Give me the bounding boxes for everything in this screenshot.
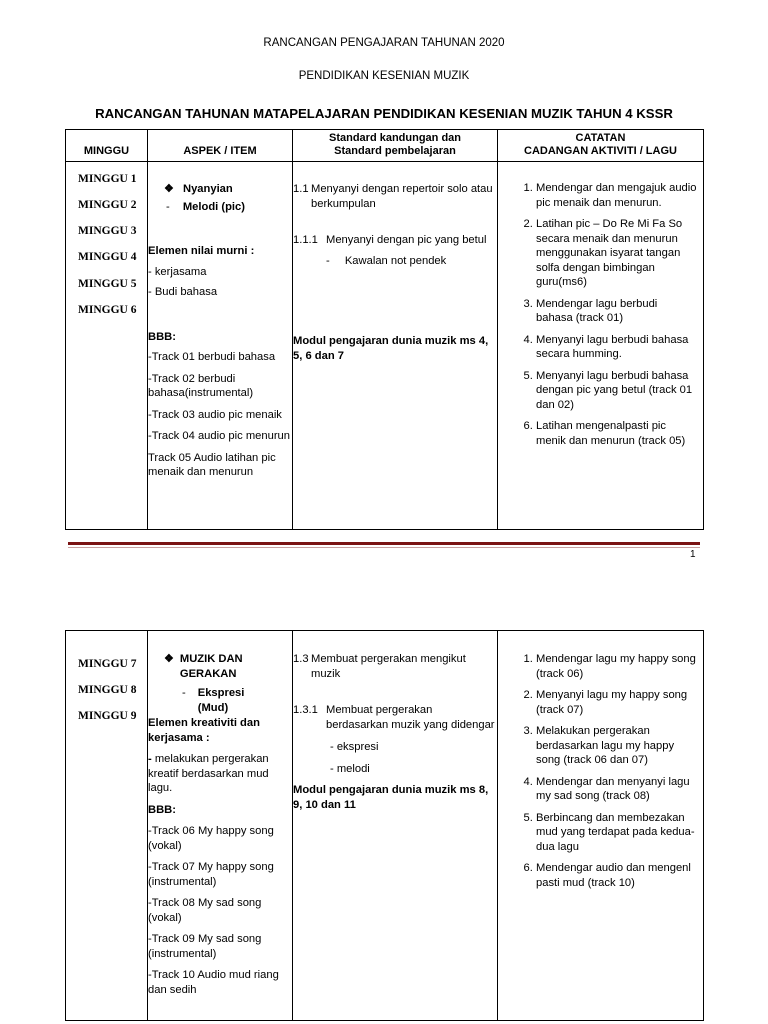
week-label: MINGGU 1 xyxy=(78,173,137,185)
table-row xyxy=(66,631,704,1021)
standard-item xyxy=(293,703,497,732)
standard-number: 1.1 xyxy=(293,183,309,195)
values-heading: Elemen kreativiti dan kerjasama : xyxy=(148,717,260,744)
diamond-bullet-icon: ❖ xyxy=(164,653,174,665)
aspect-subtitle-text: Melodi (pic) xyxy=(182,200,245,213)
standard-text: Menyanyi dengan pic yang betul xyxy=(326,234,487,246)
aspect-title xyxy=(148,162,292,197)
list-item: 4. Mendengar dan menyanyi lagu my sad song (track 08) xyxy=(536,775,697,804)
standard-number: 1.3.1 xyxy=(293,704,318,716)
bbb-item: -Track 01 berbudi bahasa xyxy=(148,351,276,363)
standard-number: 1.3 xyxy=(293,653,309,665)
list-item: 1. Mendengar lagu my happy song (track 06) xyxy=(536,652,697,681)
week-label: MINGGU 2 xyxy=(78,199,137,211)
subject-title: PENDIDIKAN KESENIAN MUZIK xyxy=(298,70,470,82)
bbb-item: -Track 03 audio pic menaik xyxy=(148,408,282,421)
module-reference: Modul pengajaran dunia muzik ms 4, 5, 6 dan 7 xyxy=(293,335,489,362)
bbb-heading: BBB: xyxy=(148,330,176,343)
value-item: - kerjasama xyxy=(148,265,207,278)
week-label: MINGGU 7 xyxy=(78,658,137,670)
col-header-catatan-line2: CADANGAN AKTIVITI / LAGU xyxy=(524,145,677,157)
table-row xyxy=(66,162,704,530)
value-text: melakukan pergerakan kreatif berdasarkan mud lagu. xyxy=(148,753,269,794)
bbb-item: -Track 08 My sad song (vokal) xyxy=(148,897,262,924)
bbb-item: -Track 07 My happy song (instrumental) xyxy=(148,861,274,888)
module-reference: Modul pengajaran dunia muzik ms 8, 9, 10 dan 11 xyxy=(293,784,489,811)
list-item: 1. Mendengar dan mengajuk audio pic menaik dan menurun. xyxy=(536,181,697,210)
bbb-item: -Track 02 berbudi bahasa(instrumental) xyxy=(148,372,254,399)
standard-text: Membuat pergerakan berdasarkan muzik yang didengar xyxy=(326,704,495,731)
value-item xyxy=(148,752,292,796)
list-item: 5. Berbincang dan membezakan mud yang terdapat pada kedua-dua lagu xyxy=(536,811,697,855)
bbb-item: -Track 06 My happy song (vokal) xyxy=(148,825,274,852)
standard-text: Membuat pergerakan mengikut muzik xyxy=(311,653,466,680)
bbb-item: -Track 10 Audio mud riang dan sedih xyxy=(148,969,279,996)
standard-cell xyxy=(293,162,498,530)
standard-subitem xyxy=(326,254,497,269)
table-header-row xyxy=(66,130,704,162)
aspect-title-text: GERAKAN xyxy=(179,667,237,680)
activity-list xyxy=(498,652,703,890)
week-label: MINGGU 8 xyxy=(78,684,137,696)
standard-subitem: - melodi xyxy=(330,762,370,775)
col-header-catatan xyxy=(498,130,704,162)
aspect-subtitle-text: (Mud) xyxy=(197,701,229,714)
list-item: 2. Menyanyi lagu my happy song (track 07) xyxy=(536,688,697,717)
col-header-aspek: ASPEK / ITEM xyxy=(148,130,293,162)
weeks-cell xyxy=(66,631,148,1021)
dash: - xyxy=(326,254,330,267)
col-header-minggu: MINGGU xyxy=(66,130,148,162)
standard-number: 1.1.1 xyxy=(293,234,318,246)
activities-cell xyxy=(498,162,704,530)
list-item: 6. Mendengar audio dan mengenl pasti mud (track 10) xyxy=(536,861,697,890)
standard-item xyxy=(293,182,497,211)
page-divider xyxy=(68,542,700,545)
weeks-cell xyxy=(66,162,148,530)
col-header-catatan-line1: CATATAN xyxy=(575,132,626,144)
aspect-title xyxy=(148,631,292,681)
diamond-bullet-icon: ❖ xyxy=(164,183,174,195)
list-item: 3. Melakukan pergerakan berdasarkan lagu my happy song (track 06 dan 07) xyxy=(536,724,697,768)
dash: - xyxy=(182,687,186,699)
activities-cell xyxy=(498,631,704,1021)
activity-list xyxy=(498,181,703,448)
standard-item xyxy=(293,233,497,248)
week-label: MINGGU 6 xyxy=(78,304,137,316)
values-heading: Elemen nilai murni : xyxy=(148,245,255,257)
aspect-title-text: Nyanyian xyxy=(182,183,233,195)
list-item: 4. Menyanyi lagu berbudi bahasa secara humming. xyxy=(536,333,697,362)
week-label: MINGGU 9 xyxy=(78,710,137,722)
value-item: - Budi bahasa xyxy=(148,286,218,298)
col-header-standard xyxy=(293,130,498,162)
standard-cell xyxy=(293,631,498,1021)
aspect-subtitle xyxy=(148,197,292,215)
aspect-cell xyxy=(148,631,293,1021)
bbb-item: -Track 04 audio pic menurun xyxy=(148,430,290,442)
aspect-cell xyxy=(148,162,293,530)
standard-text: Menyanyi dengan repertoir solo atau berkumpulan xyxy=(311,183,493,210)
plan-table-page-2 xyxy=(65,630,704,1021)
dash: - xyxy=(148,753,152,765)
plan-title: RANCANGAN PENGAJARAN TAHUNAN 2020 xyxy=(263,37,505,49)
week-label: MINGGU 3 xyxy=(78,225,137,237)
week-label: MINGGU 4 xyxy=(78,251,137,263)
list-item: 3. Mendengar lagu berbudi bahasa (track 01) xyxy=(536,297,697,326)
aspect-title-text: MUZIK DAN xyxy=(179,653,243,665)
bbb-heading: BBB: xyxy=(148,803,176,816)
list-item: 2. Latihan pic – Do Re Mi Fa So secara menaik dan menurun menggunakan isyarat tangan solfa dengan bimbingan guru(ms6) xyxy=(536,217,697,290)
standard-item xyxy=(293,652,497,681)
col-header-standard-line1: Standard kandungan dan xyxy=(328,132,461,144)
list-item: 5. Menyanyi lagu berbudi bahasa dengan pic yang betul (track 01 dan 02) xyxy=(536,369,697,413)
col-header-standard-line2: Standard pembelajaran xyxy=(334,145,456,157)
dash: - xyxy=(166,200,170,213)
week-label: MINGGU 5 xyxy=(78,278,137,290)
standard-subitem: - ekspresi xyxy=(330,741,379,753)
page-divider-thin xyxy=(68,547,700,548)
bbb-item: -Track 09 My sad song (instrumental) xyxy=(148,933,262,960)
page-number: 1 xyxy=(690,549,696,560)
document-heading: RANCANGAN TAHUNAN MATAPELAJARAN PENDIDIKAN KESENIAN MUZIK TAHUN 4 KSSR xyxy=(95,106,673,121)
bbb-item: Track 05 Audio latihan pic menaik dan menurun xyxy=(148,451,276,478)
plan-table-page-1 xyxy=(65,129,704,530)
list-item: 6. Latihan mengenalpasti pic menik dan menurun (track 05) xyxy=(536,419,697,448)
aspect-subtitle-text: Ekspresi xyxy=(197,687,245,699)
standard-subitem-text: Kawalan not pendek xyxy=(344,254,447,267)
aspect-subtitle xyxy=(148,681,292,715)
